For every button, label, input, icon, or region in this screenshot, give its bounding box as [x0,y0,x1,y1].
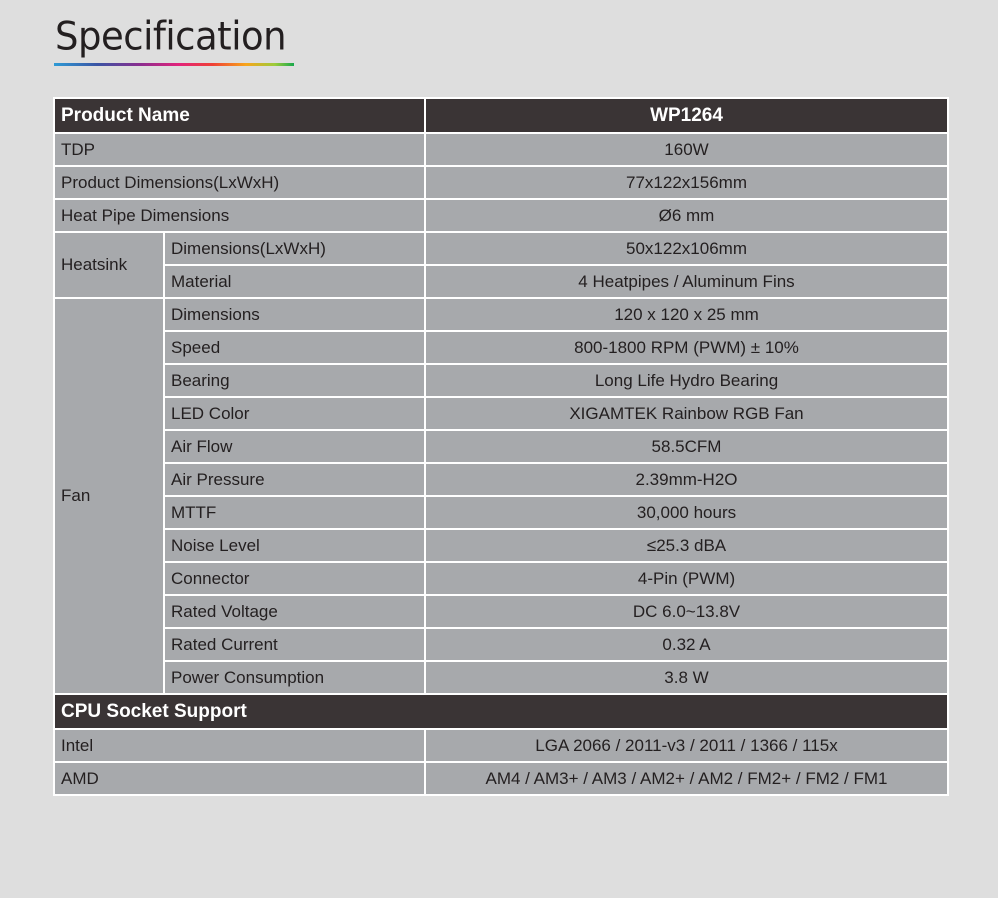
title-underline [54,63,294,66]
row-label: Bearing [164,364,425,397]
row-label: Speed [164,331,425,364]
row-value: 58.5CFM [425,430,948,463]
row-value: 800-1800 RPM (PWM) ± 10% [425,331,948,364]
heatsink-group-label: Heatsink [54,232,164,298]
row-value: AM4 / AM3+ / AM3 / AM2+ / AM2 / FM2+ / FM2 / FM1 [425,762,948,795]
table-row [54,729,948,762]
row-value: DC 6.0~13.8V [425,595,948,628]
row-label: Intel [54,729,425,762]
row-value: 2.39mm-H2O [425,463,948,496]
row-label: Dimensions(LxWxH) [164,232,425,265]
row-label: Air Flow [164,430,425,463]
table-row [54,762,948,795]
row-value: 3.8 W [425,661,948,694]
row-label: Air Pressure [164,463,425,496]
header-label: Product Name [54,98,425,133]
row-label: Noise Level [164,529,425,562]
row-value: ≤25.3 dBA [425,529,948,562]
row-label: Heat Pipe Dimensions [54,199,425,232]
header-value: WP1264 [425,98,948,133]
table-row [54,166,948,199]
table-row [54,265,948,298]
spec-table [53,97,949,796]
row-label: MTTF [164,496,425,529]
product-name-header [54,98,948,133]
table-row [54,232,948,265]
row-label: Rated Current [164,628,425,661]
cpu-socket-header [54,694,948,729]
row-value: 30,000 hours [425,496,948,529]
row-label: Dimensions [164,298,425,331]
table-row [54,298,948,331]
row-value: LGA 2066 / 2011-v3 / 2011 / 1366 / 115x [425,729,948,762]
fan-group-label: Fan [54,298,164,694]
table-row [54,397,948,430]
row-label: Product Dimensions(LxWxH) [54,166,425,199]
table-row [54,529,948,562]
table-row [54,628,948,661]
row-label: Material [164,265,425,298]
row-value: 160W [425,133,948,166]
table-row [54,595,948,628]
table-row [54,133,948,166]
row-value: 120 x 120 x 25 mm [425,298,948,331]
row-label: AMD [54,762,425,795]
table-row [54,661,948,694]
row-label: TDP [54,133,425,166]
table-row [54,463,948,496]
row-label: Connector [164,562,425,595]
table-row [54,199,948,232]
row-value: 4-Pin (PWM) [425,562,948,595]
row-value: Long Life Hydro Bearing [425,364,948,397]
page-title: Specification [55,14,287,60]
table-row [54,430,948,463]
table-row [54,331,948,364]
table-row [54,364,948,397]
row-value: 77x122x156mm [425,166,948,199]
row-value: 4 Heatpipes / Aluminum Fins [425,265,948,298]
row-label: Rated Voltage [164,595,425,628]
socket-header-label: CPU Socket Support [54,694,948,729]
table-row [54,496,948,529]
row-value: 0.32 A [425,628,948,661]
table-row [54,562,948,595]
row-value: XIGAMTEK Rainbow RGB Fan [425,397,948,430]
row-label: LED Color [164,397,425,430]
row-label: Power Consumption [164,661,425,694]
row-value: 50x122x106mm [425,232,948,265]
row-value: Ø6 mm [425,199,948,232]
